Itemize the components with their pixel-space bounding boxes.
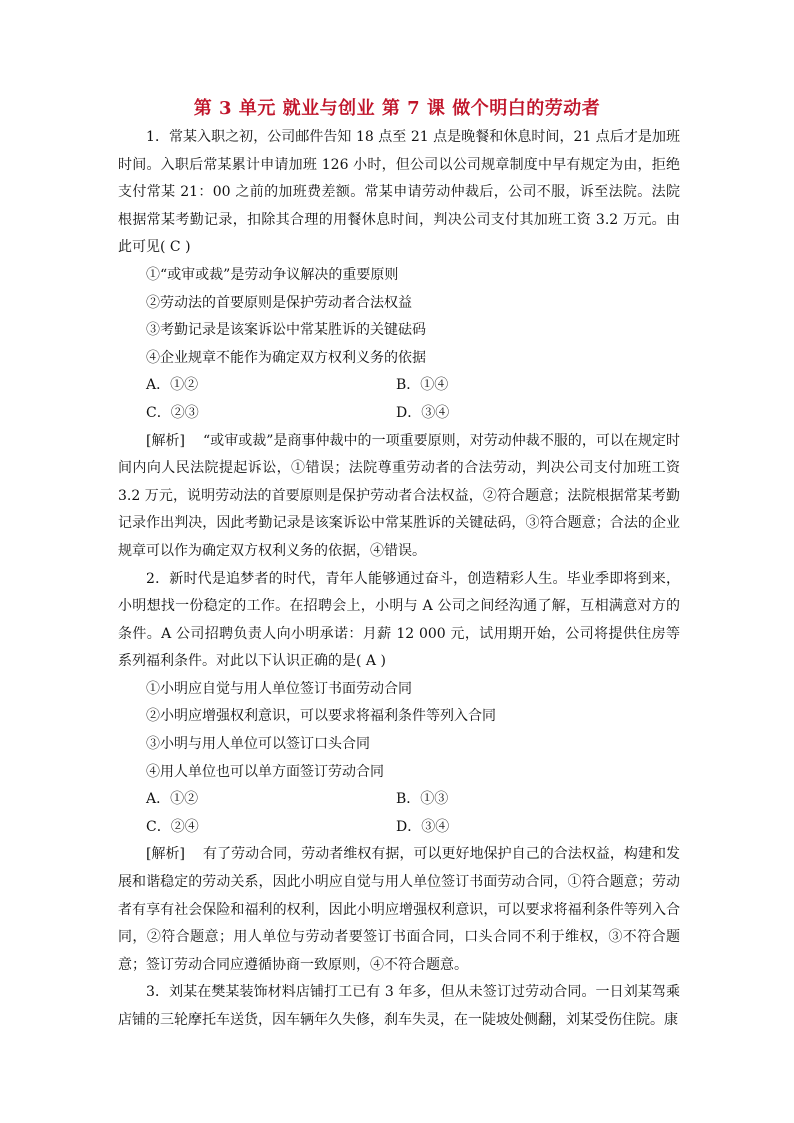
question-stem: 1．常某入职之初，公司邮件告知 18 点至 21 点是晚餐和休息时间，21 点后才是加班时间。入职后常某累计申请加班 126 小时，但公司以公司规章制度中早有规定为由，拒绝支付常某 21：00 之前的加班费差额。常某申请劳动仲裁后，公司不服，诉至法院。法院根据常某考勤记录，扣除其合理的用餐休息时间，判决公司支付其加班工资 3.2 万元。由此可见( C ) bbox=[118, 129, 680, 256]
choice-a: A．①② bbox=[146, 377, 199, 394]
statement-item: ③小明与用人单位可以签订口头合同 bbox=[146, 736, 370, 753]
analysis-paragraph bbox=[118, 428, 680, 566]
choice-row bbox=[118, 814, 680, 842]
statement-item: ①“或审或裁”是劳动争议解决的重要原则 bbox=[146, 266, 399, 283]
choice-row bbox=[118, 786, 680, 814]
question-stem: 2．新时代是追梦者的时代，青年人能够通过奋斗，创造精彩人生。毕业季即将到来，小明想找一份稳定的工作。在招聘会上，小明与 A 公司之间经沟通了解，互相满意对方的条件。A 公司招聘负责人向小明承诺：月薪 12 000 元，试用期开始，公司将提供住房等系列福利条件。对此以下认识正确的是( A ) bbox=[118, 570, 680, 670]
analysis-tag: [解析] bbox=[146, 846, 186, 863]
question-3 bbox=[118, 979, 680, 1034]
statement-item: ①小明应自觉与用人单位签订书面劳动合同 bbox=[146, 680, 412, 697]
statement-item: ②小明应增强权利意识，可以要求将福利条件等列入合同 bbox=[146, 708, 496, 725]
choice-d: D．③④ bbox=[396, 818, 450, 835]
question-2 bbox=[118, 566, 680, 980]
question-stem: 3．刘某在樊某装饰材料店铺打工已有 3 年多，但从未签订过劳动合同。一日刘某驾乘店铺的三轮摩托车送货，因车辆年久失修，刹车失灵，在一陡坡处侧翻，刘某受伤住院。康 bbox=[118, 984, 680, 1028]
document-body bbox=[118, 124, 680, 1035]
statement-item: ③考勤记录是该案诉讼中常某胜诉的关键砝码 bbox=[146, 322, 426, 339]
analysis-tag: [解析] bbox=[146, 432, 185, 449]
statement-item: ②劳动法的首要原则是保护劳动者合法权益 bbox=[146, 294, 412, 311]
choice-a: A．①② bbox=[146, 791, 199, 808]
analysis-text: 有了劳动合同，劳动者维权有据，可以更好地保护自己的合法权益，构建和发展和谐稳定的劳动关系，因此小明应自觉与用人单位签订书面劳动合同，①符合题意；劳动者有享有社会保险和福利的权利，因此小明应增强权利意识，可以要求将福利条件等列入合同，②符合题意；用人单位与劳动者要签订书面合同，口头合同不利于维权，③不符合题意；签订劳动合同应遵循协商一致原则，④不符合题意。 bbox=[118, 846, 680, 973]
statement-item: ④用人单位也可以单方面签订劳动合同 bbox=[146, 763, 384, 780]
question-1 bbox=[118, 124, 680, 566]
choice-d: D．③④ bbox=[396, 404, 450, 421]
choice-row bbox=[118, 400, 680, 428]
analysis-text: “或审或裁”是商事仲裁中的一项重要原则，对劳动仲裁不服的，可以在规定时间内向人民法院提起诉讼，①错误；法院尊重劳动者的合法劳动，判决公司支付加班工资 3.2 万元，说明劳动法的首要原则是保护劳动者合法权益，②符合题意；法院根据常某考勤记录作出判决，因此考勤记录是该案诉讼中常某胜诉的关键砝码，③符合题意；合法的企业规章可以作为确定双方权利义务的依据，④错误。 bbox=[118, 432, 681, 559]
page-title: 第 3 单元 就业与创业 第 7 课 做个明白的劳动者 bbox=[193, 98, 601, 119]
statement-item: ④企业规章不能作为确定双方权利义务的依据 bbox=[146, 349, 426, 366]
choice-b: B．①④ bbox=[396, 377, 449, 394]
choice-b: B．①③ bbox=[396, 791, 449, 808]
choice-row bbox=[118, 372, 680, 400]
analysis-paragraph bbox=[118, 841, 680, 979]
choice-c: C．②④ bbox=[146, 818, 199, 835]
choice-c: C．②③ bbox=[146, 404, 199, 421]
